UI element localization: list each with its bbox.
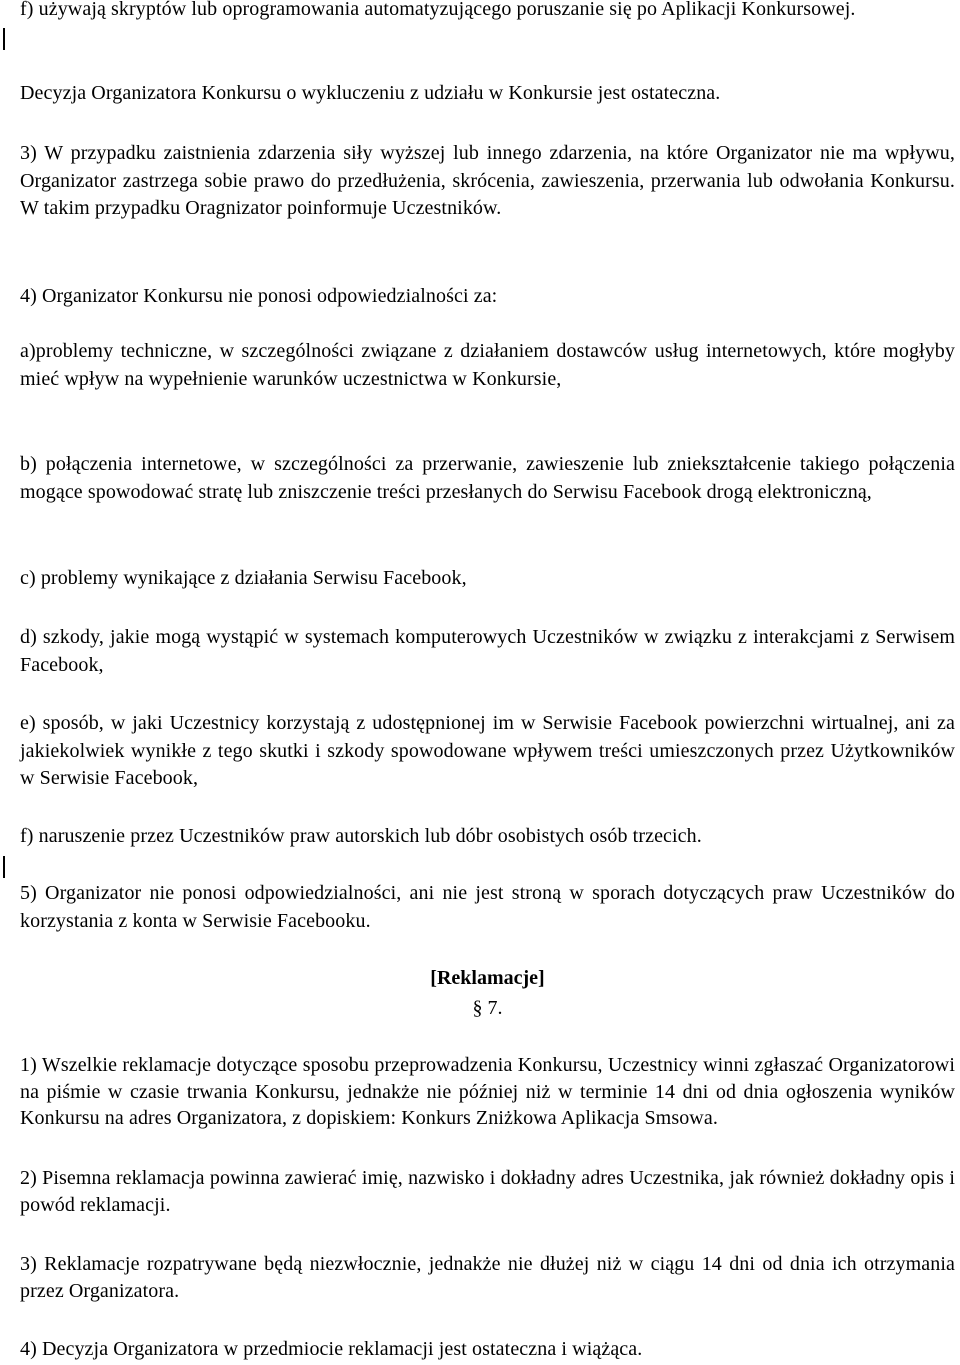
section-number: § 7. [472,997,503,1019]
paragraph-exclusion-decision: Decyzja Organizatora Konkursu o wykluczeniu z udziału w Konkursie jest ostateczna. [20,82,721,104]
paragraph-5-accounts: 5) Organizator nie ponosi odpowiedzialności, ani nie jest stroną w sporach dotyczących praw Uczestników do korzystania z konta w Serwisie Facebooku. [20,882,955,932]
paragraph-complaints-3: 3) Reklamacje rozpatrywane będą niezwłocznie, jednakże nie dłużej niż w ciągu 14 dni od dnia ich otrzymania przez Organizatora. [20,1253,955,1302]
paragraph-force-majeure: 3) W przypadku zaistnienia zdarzenia siły wyższej lub innego zdarzenia, na które Organizator nie ma wpływu, Organizator zastrzega sobie prawo do przedłużenia, skrócenia, zawieszenia, przerwania lub odwołania Konkursu. W takim przypadku Oragnizator poinformuje Uczestników. [20,142,955,219]
section-heading: [Reklamacje] [430,967,545,989]
paragraph-c-facebook-problems: c) problemy wynikające z działania Serwisu Facebook, [20,567,467,589]
paragraph-complaints-2: 2) Pisemna reklamacja powinna zawierać imię, nazwisko i dokładny adres Uczestnika, jak również dokładny opis i powód reklamacji. [20,1167,955,1216]
paragraph-f-copyright: f) naruszenie przez Uczestników praw autorskich lub dóbr osobistych osób trzecich. [20,825,702,847]
revision-bar [3,28,5,50]
paragraph-liability-intro: 4) Organizator Konkursu nie ponosi odpowiedzialności za: [20,285,498,307]
paragraph-e-virtual-space: e) sposób, w jaki Uczestnicy korzystają z udostępnionej im w Serwisie Facebook powierzchni wirtualnej, ani za jakiekolwiek wynikłe z tego skutki i szkody spowodowane wpływem treści umieszczonych przez Użytkowników w Serwisie Facebook, [20,712,955,789]
paragraph-a-technical-problems: a)problemy techniczne, w szczególności związane z działaniem dostawców usług internetowych, które mogłyby mieć wpływ na wypełnienie warunków uczestnictwa w Konkursie, [20,340,955,390]
paragraph-complaints-1: 1) Wszelkie reklamacje dotyczące sposobu przeprowadzenia Konkursu, Uczestnicy winni zgłaszać Organizatorowi na piśmie w czasie trwania Konkursu, jednakże nie później niż w terminie 14 dni od dnia ogłoszenia wyników Konkursu na adres Organizatora, z dopiskiem: Konkurs Zniżkowa Aplikacja Smsowa. [20,1054,955,1129]
paragraph-d-damages: d) szkody, jakie mogą wystąpić w systemach komputerowych Uczestników w związku z interakcjami z Serwisem Facebook, [20,626,955,676]
paragraph-b-internet-connections: b) połączenia internetowe, w szczególności za przerwanie, zawieszenie lub zniekształcenie takiego połączenia mogące spowodować stratę lub zniszczenie treści przesłanych do Serwisu Facebook drogą elektroniczną, [20,453,955,503]
paragraph-complaints-4: 4) Decyzja Organizatora w przedmiocie reklamacji jest ostateczna i wiążąca. [20,1338,643,1360]
paragraph-f-scripts: f) używają skryptów lub oprogramowania automatyzującego poruszanie się po Aplikacji Konkursowej. [20,0,856,20]
revision-bar [3,856,5,878]
